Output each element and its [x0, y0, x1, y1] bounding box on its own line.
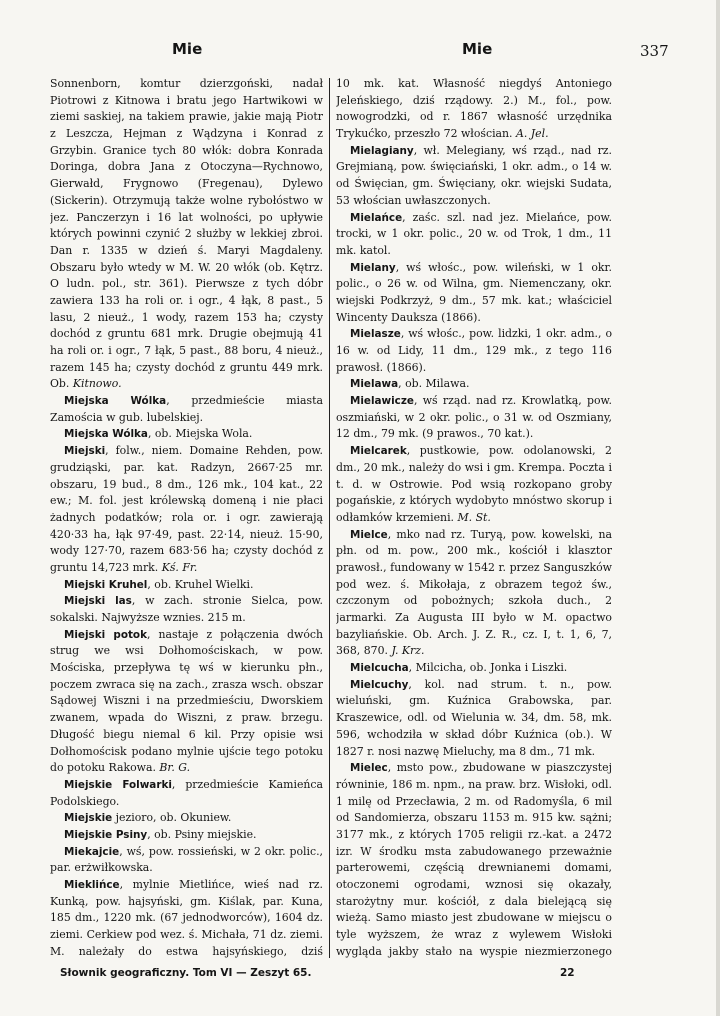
entry-text: , msto pow., zbudowane w piaszczystej równinie, 186 m. npm., na praw. brz. Wisłoki, odl. 1 milę od Przecławia, 2 m. od Radomyśla, 6 mil od Sandomierza, obszaru 1153 m. 915 kw. sążni; 3177 mk., z których 1705 religii rz.-kat. a 2472 izr. W środku msta zabudowanego przeważnie parterowemi, częścią drewnianemi domami, otoczonemi ogrodami, wznosi się okazały, starożytny mur. kościół, z dala bielejącą się wieżą. Samo miasto jest zbudowane w miejscu o tyle wyższem, że wraz z wylewem Wisłoki wygląda jakby stało na wyspie niezmierzonego	[336, 761, 612, 958]
entry-text: , wś włośc., pow. lidzki, 1 okr. adm., o 16 w. od Lidy, 11 dm., 129 mk., z tego 116 prawosł. (1866).	[336, 327, 612, 374]
entry-author-signature: Kitnowo.	[72, 377, 122, 391]
entry-text: , zaśc. szl. nad jez. Mielańce, pow. trocki, w 1 okr. polic., 20 w. od Trok, 1 dm., 11 mk. katol.	[336, 210, 612, 257]
dictionary-entry	[336, 76, 612, 143]
entry-headword: Mielec	[350, 762, 388, 775]
dictionary-entry	[50, 577, 323, 594]
entry-headword: Miejska Wólka	[64, 428, 148, 441]
dictionary-entry	[50, 627, 323, 777]
entry-headword: Miejskie	[64, 812, 113, 825]
dictionary-entry	[336, 376, 612, 393]
dictionary-entry	[50, 810, 323, 827]
entry-text: , wł. Melegiany, wś rząd., nad rz. Grejmianą, pow. święciański, 1 okr. adm., o 14 w. od Święcian, gm. Święciany, okr. wiejski Sudata, 53 włościan uwłaszczonych.	[336, 143, 612, 207]
entry-author-signature: J. Krz.	[391, 644, 425, 658]
entry-text: 10 mk. kat. Własność niegdyś Antoniego Jeleńskiego, dziś rządowy. 2.) M., fol., pow. nowogrodzki, od r. 1867 własność urzędnika Trykućko, przeszło 72 włościan.	[336, 77, 612, 141]
entry-headword: Mieklińce	[64, 879, 120, 891]
page-number: 337	[640, 42, 669, 60]
entry-headword: Miejski	[64, 445, 106, 458]
dictionary-entry	[336, 326, 612, 376]
running-head-right: Mie	[462, 40, 493, 58]
dictionary-entry	[336, 760, 612, 960]
entry-headword: Miejskie Psiny	[64, 828, 148, 841]
entry-text: , wś włośc., pow. wileński, w 1 okr. polic., o 26 w. od Wilna, gm. Niemenczany, okr. wiejski Podkrzyż, 9 dm., 57 mk. kat.; właściciel Wincenty Dauksza (1866).	[336, 260, 612, 324]
entry-text: jezioro, ob. Okuniew.	[112, 811, 232, 825]
entry-headword: Mielawa	[350, 378, 399, 391]
dictionary-entry	[50, 593, 323, 626]
dictionary-entry	[336, 143, 612, 210]
page-edge-shadow	[716, 0, 720, 1016]
column-divider	[329, 78, 330, 958]
entry-text: , Milcicha, ob. Jonka i Liszki.	[408, 661, 568, 675]
dictionary-entry	[50, 426, 323, 443]
dictionary-entry	[336, 443, 612, 526]
dictionary-entry	[50, 443, 323, 577]
entry-headword: Miejski las	[64, 595, 132, 608]
entry-headword: Mielańce	[350, 211, 403, 224]
dictionary-entry	[336, 393, 612, 443]
entry-headword: Mielce	[350, 528, 388, 541]
entry-text: , mylnie Mietlińce, wieś nad rz. Kunką, pow. hajsyński, gm. Kiślak, par. Kuna, 185 dm., 1220 mk. (67 jednodworców), 1604 dz. ziemi. Cerkiew pod wez. ś. Michała, 71 dz. ziemi. M. należały do estwa hajsyńskiego, dziś	[50, 878, 323, 958]
entry-text: , kol. nad strum. t. n., pow. wieluński, gm. Kuźnica Grabowska, par. Kraszewice, odl. od Wielunia w. 34, dm. 58, mk. 596, wchodziła w skład dóbr Kuźnica (ob.). W 1827 r. nosi nazwę Mieluchy, ma 8 dm., 71 mk.	[336, 677, 612, 758]
entry-text: Sonnenborn, komtur dzierzgoński, nadał Piotrowi z Kitnowa i bratu jego Hartwikowi w ziemi saskiej, na takiem prawie, jakie mają Piotr z Leszcza, Hejman z Wądzyna i Konrad z Grzybin. Granice tych 80 włók: dobra Konrada Doringa, dobra Jana z Otoczyna—Rychnowo, Gierwałd, Frygnowo (Fregenau), Dylewo (Sickerin). Otrzymują także wolne rybołóstwo w jez. Panczerzyn i 16 lat wolności, po upływie których powinni czynić 2 służby w lekkiej zbroi. Dan r. 1335 w dzień ś. Maryi Magdaleny. Obszaru było wtedy w M. W. 20 włók (ob. Kętrz. O ludn. pol., str. 361). Pierwsze z tych dóbr zawiera 133 ha roli or. i ogr., 4 łąk, 8 past., 5 lasu, 2 nieuż., 1 wody, razem 153 ha; czysty dochód z gruntu 681 mrk. Drugie obejmują 41 ha roli or. i ogr., 7 łąk, 5 past., 88 boru, 4 nieuż., razem 145 ha; czysty dochód z gruntu 449 mrk. Ob.	[50, 77, 323, 391]
page-header	[0, 40, 720, 64]
entry-headword: Mielcuchy	[350, 678, 409, 691]
footer-title: Słownik geograficzny. Tom VI — Zeszyt 65.	[60, 967, 312, 979]
dictionary-entry	[50, 76, 323, 393]
entry-headword: Mielawicze	[350, 395, 414, 408]
entry-text: , ob. Kruhel Wielki.	[147, 577, 254, 591]
entry-text: , mko nad rz. Turyą, pow. kowelski, na płn. od m. pow., 200 mk., kościół i klasztor prawosł., fundowany w 1542 r. przez Sanguszków pod wez. ś. Mikołaja, z obrazem tegoż św., czczonym od pobożnych; szkoła duch., 2 jarmarki. Za Augusta III było w M. opactwo bazyliańskie. Ob. Arch. J. Z. R., cz. I, t. 1, 6, 7, 368, 870.	[336, 527, 612, 658]
dictionary-entry	[336, 527, 612, 661]
dictionary-entry	[336, 210, 612, 260]
dictionary-entry	[50, 827, 323, 844]
dictionary-entry	[50, 844, 323, 877]
entry-headword: Mielasze	[350, 328, 401, 341]
entry-text: , wś rząd. nad rz. Krowlatką, pow. oszmiański, w 2 okr. polic., o 31 w. od Oszmiany, 12 dm., 79 mk. (9 prawos., 70 kat.).	[336, 394, 612, 441]
footer-sheet-number: 22	[560, 967, 575, 979]
entry-headword: Miejskie Folwarki	[64, 778, 172, 791]
entry-text: , ob. Psiny miejskie.	[147, 827, 257, 841]
dictionary-entry	[50, 777, 323, 810]
entry-text: , przedmieście miasta Zamościa w gub. lubelskiej.	[50, 394, 323, 424]
entry-text: , ob. Milawa.	[398, 377, 470, 391]
entry-headword: Miejski Kruhel	[64, 578, 148, 591]
entry-text: , nastaje z połączenia dwóch strug we wsi Dołhomościskach, w pow. Mościska, przepływa tę wś w kierunku płn., poczem zwraca się na zach., zrasza wsch. obszar Sądowej Wiszni i na przedmieściu, Dworskiem zwanem, wpada do Wiszni, z praw. brzegu. Długość biegu niemal 6 kil. Przy opisie wsi Dołhomościsk podano mylnie ujście tego potoku do potoku Rakowa.	[50, 627, 323, 775]
running-head-left: Mie	[172, 40, 203, 58]
dictionary-entry	[336, 260, 612, 327]
entry-text: , w zach. stronie Sielca, pow. sokalski. Najwyższe wznies. 215 m.	[50, 594, 323, 624]
entry-headword: Mielcucha	[350, 662, 409, 675]
entry-headword: Miekajcie	[64, 845, 120, 858]
dictionary-entry	[50, 877, 323, 960]
dictionary-entry	[50, 393, 323, 426]
entry-text: , folw., niem. Domaine Rehden, pow. grudziąski, par. kat. Radzyn, 2667·25 mr. obszaru, 19 bud., 8 dm., 126 mk., 104 kat., 22 ew.; M. fol. jest królewską domeną i nie płaci żadnych podatków; rola or. i ogr. zawierają 420·33 ha, łąk 97·49, past. 22·14, nieuż. 15·90, wody 127·70, razem 683·56 ha; czysty dochód z gruntu 14,723 mrk.	[50, 444, 323, 574]
entry-author-signature: A. Jel.	[516, 127, 549, 141]
page-footer	[0, 967, 720, 987]
entry-text: , wś, pow. rossieński, w 2 okr. polic., par. erżwiłkowska.	[50, 844, 323, 875]
entry-headword: Mielany	[350, 261, 396, 274]
entry-headword: Mielcarek	[350, 445, 407, 458]
entry-author-signature: Kś. Fr.	[161, 560, 198, 574]
entry-headword: Mielagiany	[350, 144, 414, 157]
entry-text: , przedmieście Kamieńca Podolskiego.	[50, 777, 323, 808]
right-column	[336, 76, 612, 960]
left-column	[50, 76, 323, 960]
dictionary-entry	[336, 677, 612, 760]
entry-author-signature: M. St.	[457, 510, 491, 524]
entry-headword: Miejski potok	[64, 628, 147, 641]
dictionary-entry	[336, 660, 612, 677]
entry-author-signature: Br. G.	[159, 761, 191, 775]
entry-headword: Miejska Wólka	[64, 395, 167, 408]
entry-text: , ob. Miejska Wola.	[147, 427, 253, 441]
entry-text: , pustkowie, pow. odolanowski, 2 dm., 20 mk., należy do wsi i gm. Krempa. Poczta i t. d. w Ostrowie. Pod wsią rozkopano groby pogańskie, z których wydobyto mnóstwo skorup i odłamków krzemieni.	[336, 444, 612, 524]
